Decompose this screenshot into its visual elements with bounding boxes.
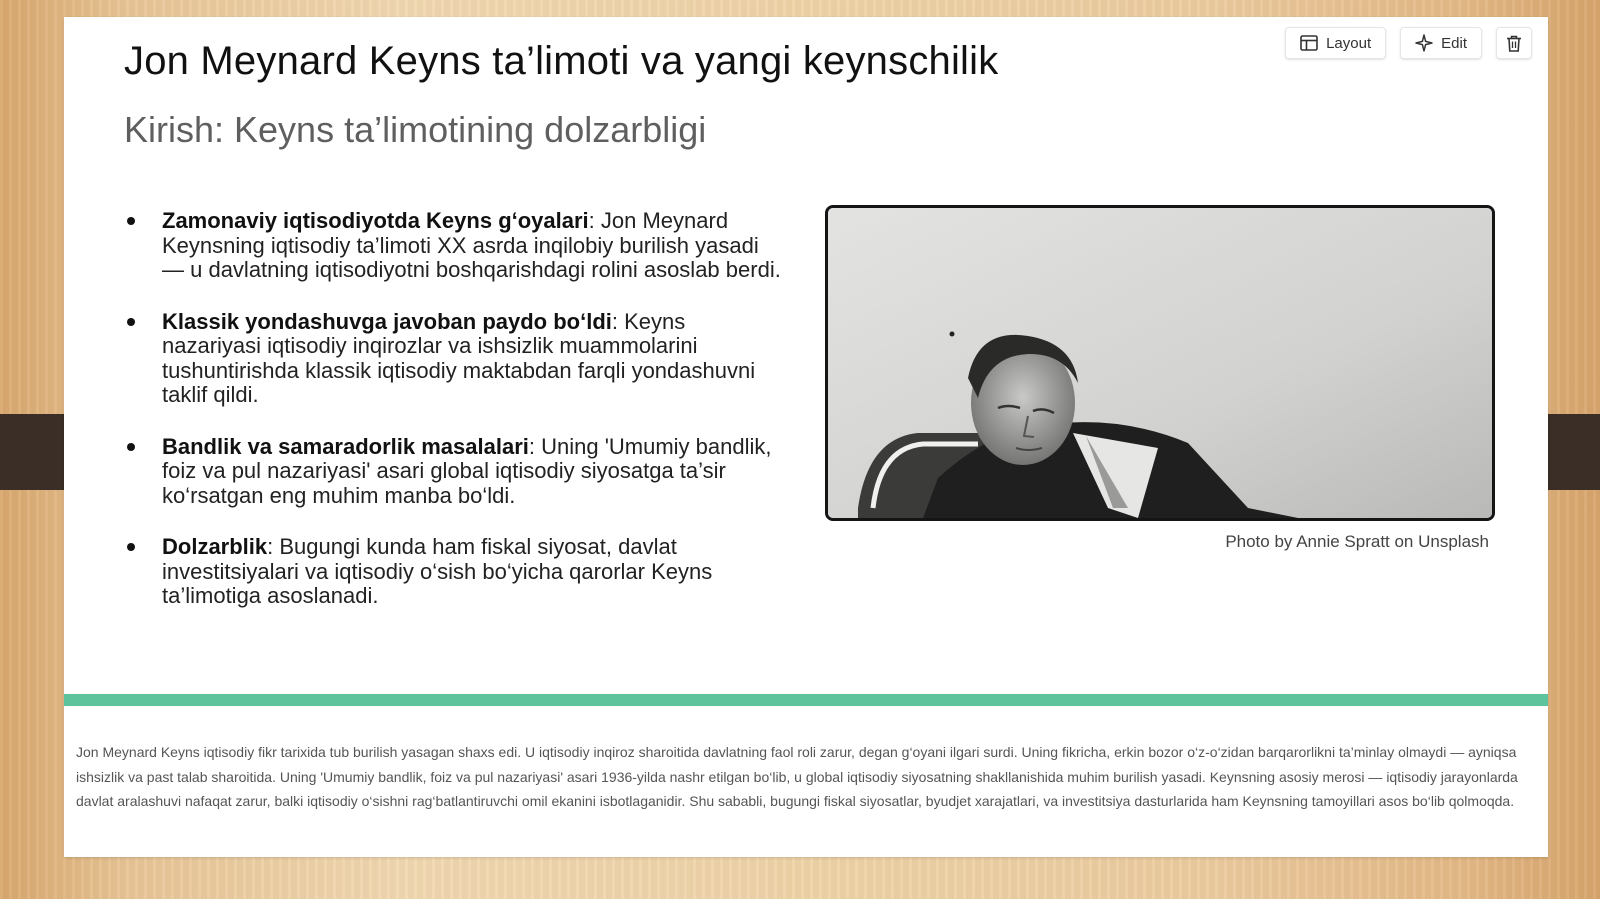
edit-sparkle-icon	[1415, 34, 1433, 52]
photo-caption: Photo by Annie Spratt on Unsplash	[1225, 532, 1489, 551]
slide-subtitle: Kirish: Keyns ta’limotining dolzarbligi	[124, 109, 707, 150]
bullet-list	[126, 209, 786, 636]
bullet-item	[126, 535, 786, 609]
portrait-illustration	[828, 208, 1492, 518]
slide-title: Jon Meynard Keyns ta’limoti va yangi keynschilik	[124, 39, 999, 83]
background-strip-left	[0, 414, 66, 490]
bullet-text: : Bugungi kunda ham fiskal siyosat, davlat investitsiyalari va iqtisodiy o‘sish bo‘yicha qarorlar Keyns ta’limotiga asoslanadi.	[162, 534, 713, 608]
bullet-heading: Dolzarblik	[162, 534, 268, 559]
slide-photo[interactable]	[825, 205, 1495, 521]
bullet-text: : Uning 'Umumiy bandlik, foiz va pul nazariyasi' asari global iqtisodiy siyosatga ta’sir ko‘rsatgan eng muhim manba bo‘ldi.	[162, 433, 772, 508]
layout-button-label: Layout	[1326, 34, 1372, 52]
section-divider	[64, 694, 1548, 706]
layout-icon	[1300, 35, 1318, 51]
bullet-heading: Zamonaviy iqtisodiyotda Keyns g‘oyalari	[162, 208, 589, 233]
bullet-item	[126, 435, 786, 509]
edit-button-label: Edit	[1441, 34, 1467, 52]
edit-button[interactable]	[1400, 27, 1482, 59]
bullet-item	[126, 209, 786, 283]
speaker-notes: Jon Meynard Keyns iqtisodiy fikr tarixida tub burilish yasagan shaxs edi. U iqtisodiy inqiroz sharoitida davlatning faol roli zarur, degan g‘oyani ilgari surdi. Uning fikricha, erkin bozor o‘z-o‘zidan barqarorlikni ta’minlay olmaydi — ayniqsa ishsizlik va past talab sharoitida. Uning 'Umumiy bandlik, foiz va pul nazariyasi' asari 1936-yilda nashr etilgan bo‘lib, u global iqtisodiy siyosatning shakllanishida muhim burilish yasadi. Keynsning asosiy merosi — iqtisodiy jarayonlarda davlat aralashuvi nafaqat zarur, balki iqtisodiy o‘sishni rag‘batlantiruvchi omil ekanini isbotlaganidir. Shu sababli, bugungi fiskal siyosatlar, byudjet xarajatlari, va investitsiya dasturlarida ham Keynsning tamoyillari asos bo‘lib qolmoqda.	[76, 744, 1518, 809]
slide-canvas	[64, 17, 1548, 857]
bullet-text: : Jon Meynard Keynsning iqtisodiy ta’limoti XX asrda inqilobiy burilish yasadi — u davlatning iqtisodiyotni boshqarishdagi rolini asoslab berdi.	[162, 208, 781, 282]
bullet-item	[126, 310, 786, 408]
trash-icon	[1506, 35, 1522, 52]
bullet-heading: Bandlik va samaradorlik masalalari	[162, 433, 529, 459]
background-strip-right	[1546, 414, 1600, 490]
bullet-heading: Klassik yondashuvga javoban paydo bo‘ldi	[162, 308, 612, 334]
delete-button[interactable]	[1496, 27, 1532, 59]
bullet-text: : Keyns nazariyasi iqtisodiy inqirozlar va ishsizlik muammolarini tushuntirishda klassik iqtisodiy maktabdan farqli yondashuvni taklif qildi.	[162, 308, 756, 407]
layout-button[interactable]	[1285, 27, 1386, 59]
slide-toolbar	[1285, 27, 1532, 59]
